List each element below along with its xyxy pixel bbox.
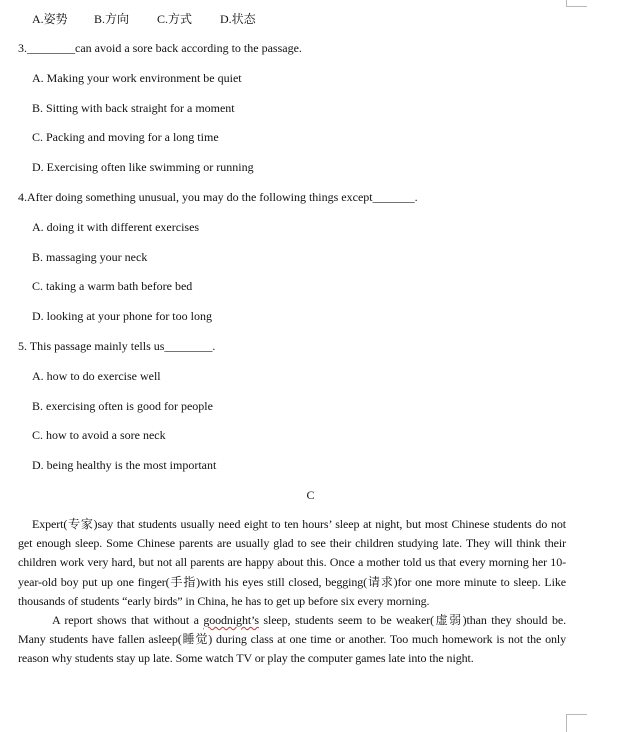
question-2-options <box>32 10 256 27</box>
question-4-option-b: B. massaging your neck <box>32 250 148 264</box>
question-3-option-d: D. Exercising often like swimming or running <box>32 160 254 174</box>
question-4-stem: 4.After doing something unusual, you may do the following things except_______. <box>18 190 418 204</box>
reading-passage <box>18 515 566 669</box>
paragraph-2-lead: A report shows that without a <box>52 613 204 628</box>
page-corner-mark-top <box>566 0 587 7</box>
question-4-option-a: A. doing it with different exercises <box>32 220 200 234</box>
question-3-option-a: A. Making your work environment be quiet <box>32 71 242 85</box>
passage-paragraph-2 <box>18 611 566 669</box>
option-c: C.方式 <box>157 12 193 26</box>
question-3-stem: 3.________can avoid a sore back according to the passage. <box>18 41 302 55</box>
question-5-option-d: D. being healthy is the most important <box>32 458 217 472</box>
question-3-option-b: B. Sitting with back straight for a moment <box>32 101 235 115</box>
paragraph-2-rest: sleep, students seem to be weaker(虚弱)than they should be. Many students have fallen asleep(睡觉) during class at one time or another. Too much homework is not the only reason why students stay up late. Some watch TV or play the computer games late into the night. <box>18 613 566 666</box>
question-5-stem: 5. This passage mainly tells us________. <box>18 339 216 353</box>
question-4-option-c: C. taking a warm bath before bed <box>32 279 193 293</box>
passage-paragraph-1: Expert(专家)say that students usually need eight to ten hours’ sleep at night, but most Chinese students do not get enough sleep. Some Chinese parents are usually glad to see their children studying late. They will think their children work very hard, but not all parents are happy about this. Once a mother told us that every morning her 10-year-old boy put up one finger(手指)with his eyes still closed, begging(请求)for one more minute to sleep. Like thousands of students “early birds” in China, he has to get up before six every morning. <box>18 517 566 608</box>
question-3-option-c: C. Packing and moving for a long time <box>32 130 219 144</box>
question-5-option-a: A. how to do exercise well <box>32 369 161 383</box>
spellcheck-flagged-word[interactable]: goodnight’s <box>203 613 259 628</box>
question-5-option-c: C. how to avoid a sore neck <box>32 428 166 442</box>
option-d: D.状态 <box>220 12 256 26</box>
question-5-option-b: B. exercising often is good for people <box>32 399 213 413</box>
question-4-option-d: D. looking at your phone for too long <box>32 309 212 323</box>
section-heading: C <box>306 488 315 502</box>
option-a: A.姿势 <box>32 12 68 26</box>
page-corner-mark-bottom <box>566 714 587 732</box>
option-b: B.方向 <box>94 12 130 26</box>
